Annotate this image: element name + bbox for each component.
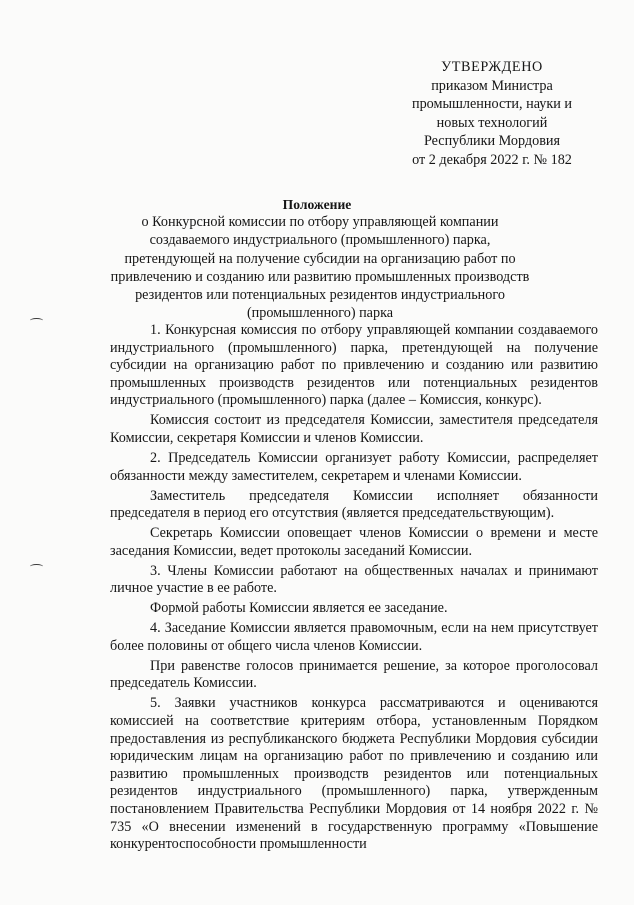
approval-stamp [372, 58, 612, 170]
approval-line: приказом Министра [431, 77, 553, 94]
paragraph: 2. Председатель Комиссии организует работу Комиссии, распределяет обязанности между заместителем, секретарем и членами Комиссии. [110, 449, 598, 484]
document-body [110, 322, 598, 854]
paragraph: 4. Заседание Комиссии является правомочным, если на нем присутствует более половины от общего числа членов Комиссии. [110, 620, 598, 654]
document-subtitle: о Конкурсной комиссии по отбору управляющей компании создаваемого индустриального (промышленного) парка, претендующей на получение субсидии на организацию работ по привлечению и созданию или развитию промышленных производств резидентов или потенциальных резидентов индустриального (промышленного) парка [110, 214, 530, 322]
paragraph: При равенстве голосов принимается решение, за которое проголосовал председатель Комиссии. [110, 657, 598, 692]
approval-line: новых технологий [436, 114, 548, 131]
approval-line: Республики Мордовия [423, 133, 561, 150]
paragraph: 5. Заявки участников конкурса рассматриваются и оцениваются комиссией на соответствие критериям отбора, установленным Порядком предоставления из республиканского бюджета Республики Мордовия субсидии юридическим лицам на организацию работ по привлечению и созданию или развитию промышленных производств резидентов или потенциальных резидентов индустриального (промышленного) парка, утвержденным постановлением Правительства Республики Мордовия от 14 ноября 2022 г. № 735 «О внесении изменений в государственную программу «Повышение конкурентоспособности промышленности [110, 695, 598, 853]
approval-line: от 2 декабря 2022 г. № 182 [412, 151, 572, 168]
approval-heading: УТВЕРЖДЕНО [441, 59, 543, 75]
paragraph: Заместитель председателя Комиссии исполняет обязанности председателя в период его отсутствия (является председательствующим). [110, 487, 598, 522]
margin-mark [30, 564, 43, 569]
margin-mark [30, 318, 43, 323]
paragraph: Секретарь Комиссии оповещает членов Комиссии о времени и месте заседания Комиссии, ведет протоколы заседаний Комиссии. [110, 525, 598, 559]
paragraph: Комиссия состоит из председателя Комиссии, заместителя председателя Комиссии, секретаря Комиссии и членов Комиссии. [110, 412, 598, 446]
paragraph: Формой работы Комиссии является ее заседание. [150, 600, 448, 617]
paragraph: 3. Члены Комиссии работают на общественных началах и принимают личное участие в ее работе. [110, 562, 598, 597]
paragraph: 1. Конкурсная комиссия по отбору управляющей компании создаваемого индустриального (промышленного) парка, претендующей на получение субсидии на организацию работ по привлечению и созданию или развитию промышленных производств резидентов или потенциальных резидентов индустриального (промышленного) парка (далее – Комиссия, конкурс). [110, 322, 598, 409]
document-title: Положение [282, 197, 352, 212]
approval-line: промышленности, науки и [411, 96, 573, 113]
